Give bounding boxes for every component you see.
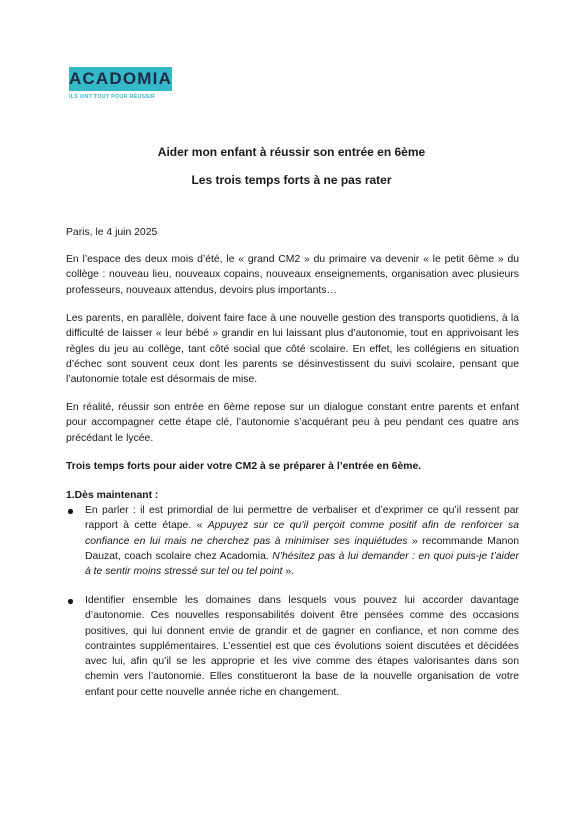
paragraph-intro: En l’espace des deux mois d’été, le « grand CM2 » du primaire va devenir « le petit 6ème » du collège : nouveau lieu, nouveaux copains, nouveaux enseignements, organisation avec plusieurs professeurs, nouveaux attendus, devoirs plus importants… bbox=[66, 254, 519, 296]
document-title: Aider mon enfant à réussir son entrée en 6ème bbox=[157, 145, 426, 159]
list-item bbox=[66, 503, 519, 579]
document-subtitle: Les trois temps forts à ne pas rater bbox=[191, 173, 392, 187]
bullet-2-text: Identifier ensemble les domaines dans lesquels vous pouvez lui accorder davantage d’autonomie. Ces nouvelles responsabilités doivent être pensées comme des occasions positives, qui lui donnent envie de grandir et de gagner en confiance, et non comme des contraintes supplémentaires. L’essentiel est que ces évolutions soient discutées et décidées avec lui, afin qu’il se les approprie et les vive comme des étapes valorisantes dans son chemin vers l’autonomie. Elles constitueront la base de la nouvelle organisation de votre enfant pour cette nouvelle année riche en changement. bbox=[85, 595, 519, 698]
bullet-1-end: ». bbox=[285, 566, 295, 578]
bullet-1-quote-2: N’hésitez pas à lui demander : en quoi puis-je t’aider à te sentir moins stressé sur tel ou tel point bbox=[85, 550, 519, 578]
bullet-list-2 bbox=[66, 593, 519, 700]
bullet-dot-icon bbox=[68, 509, 73, 514]
logo-wordmark: ACADOMIA bbox=[68, 69, 173, 88]
bullet-dot-icon bbox=[68, 599, 73, 604]
paragraph-parents: Les parents, en parallèle, doivent faire face à une nouvelle gestion des transports quotidiens, à la difficulté de laisser « leur bébé » grandir en lui laissant plus d’autonomie, tout en apprivoisant les règles du jeu au collège, tant côté social que côté scolaire. En effet, les collégiens en situation d’échec sont souvent ceux dont les parents se désinvestissent du suivi scolaire, pensant que l’autonomie totale est désormais de mise. bbox=[66, 313, 519, 386]
acadomia-logo bbox=[69, 67, 172, 100]
bullet-1-middle: » recommande Manon Dauzat, coach scolaire chez Acadomia. bbox=[85, 535, 520, 562]
dateline: Paris, le 4 juin 2025 bbox=[66, 227, 158, 238]
subheading: Trois temps forts pour aider votre CM2 à se préparer à l’entrée en 6ème. bbox=[66, 461, 422, 472]
list-item bbox=[66, 593, 519, 700]
paragraph-reality: En réalité, réussir son entrée en 6ème repose sur un dialogue constant entre parents et enfant pour accompagner cette étape clé, l’autonomie s’acquérant peu à peu pendant ces quatre ans précédant le lycée. bbox=[66, 402, 519, 444]
logo-wordmark-box bbox=[69, 67, 172, 91]
bullet-list-1 bbox=[66, 503, 519, 579]
logo-tagline: ILS ONT TOUT POUR RÉUSSIR bbox=[69, 94, 156, 100]
bullet-1-quote-1: Appuyez sur ce qu’il perçoit comme positif afin de renforcer sa confiance en lui mais ne cherchez pas à minimiser ses inquiétudes bbox=[85, 520, 520, 547]
bullet-1-intro: En parler : il est primordial de lui permettre de verbaliser et d’exprimer ce qu’il ressent par rapport à cette étape. « bbox=[85, 505, 519, 532]
section-heading: 1.Dès maintenant : bbox=[66, 490, 159, 501]
